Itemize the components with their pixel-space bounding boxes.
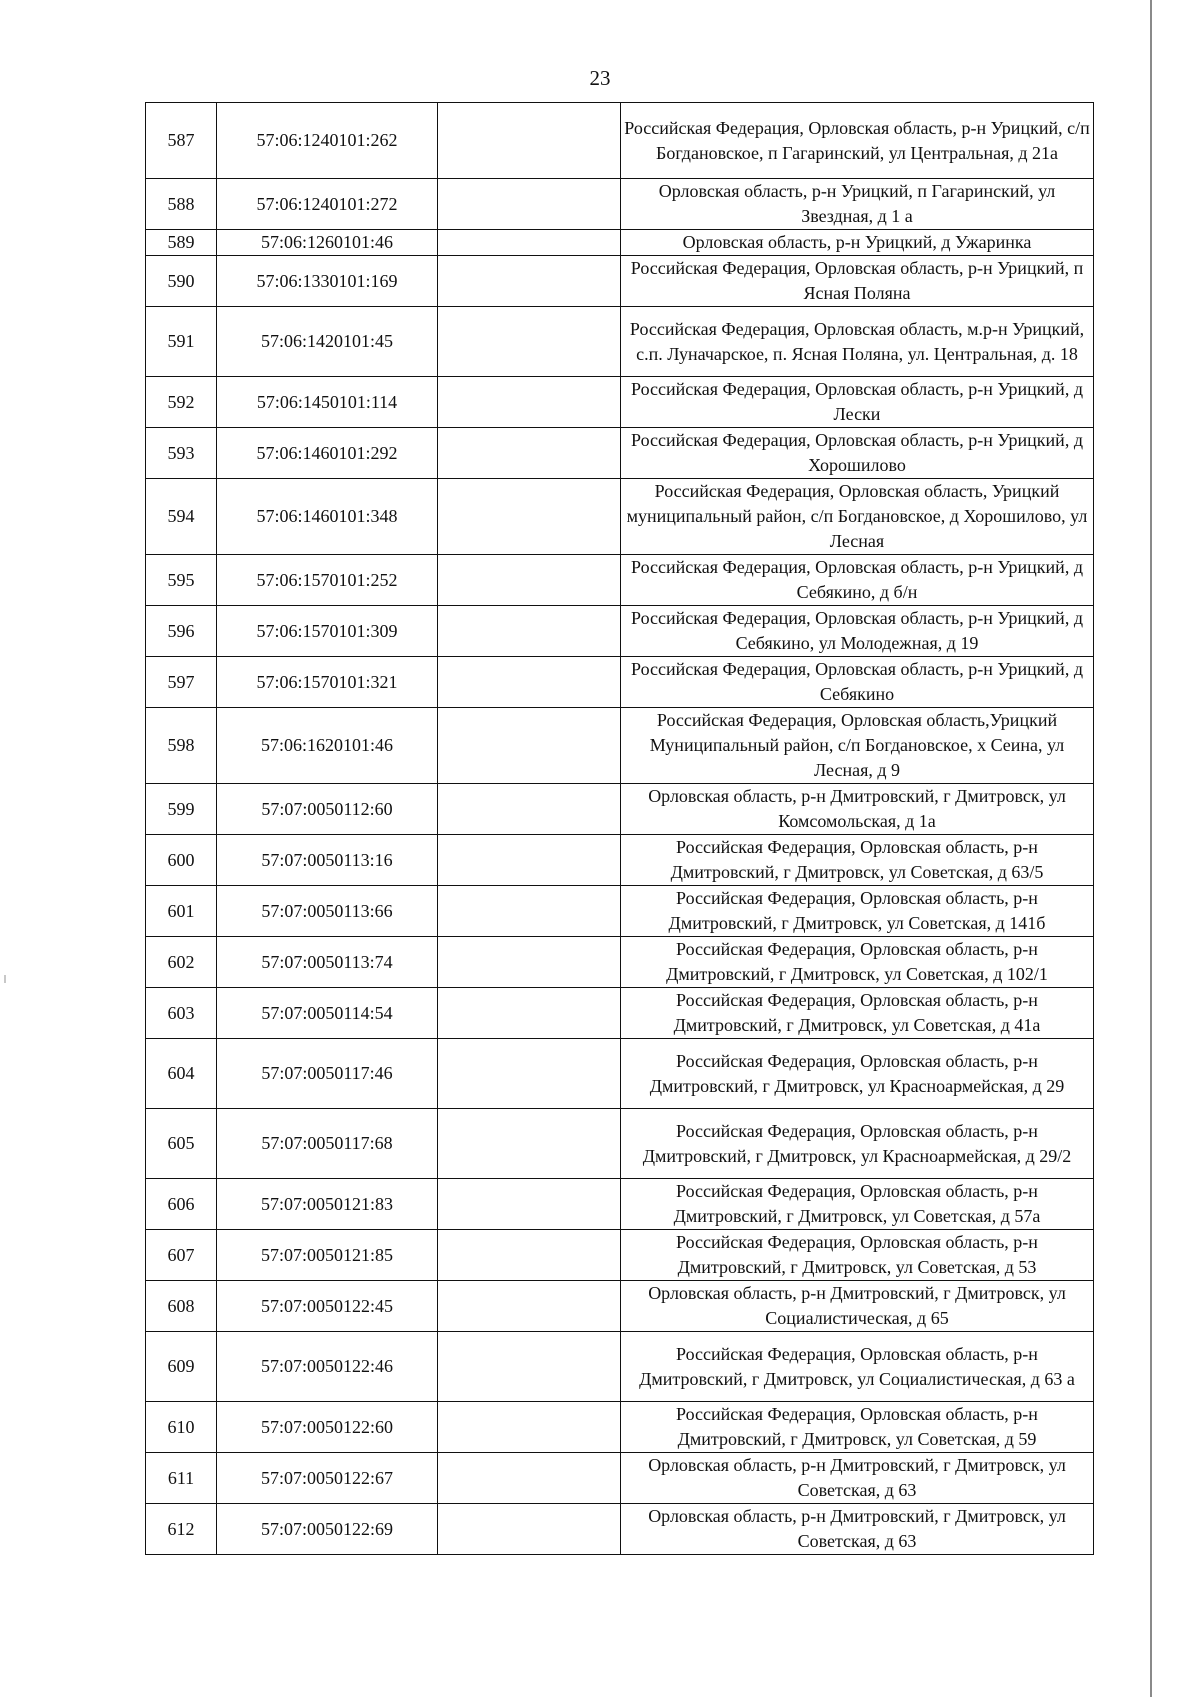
address: Российская Федерация, Орловская область, р-н Урицкий, с/п Богдановское, п Гагаринский, ул Центральная, д 21а: [621, 103, 1094, 179]
cadastral-number: 57:06:1620101:46: [217, 708, 438, 784]
row-number: 593: [146, 428, 217, 479]
address: Российская Федерация, Орловская область, р-н Урицкий, д Себякино, д б/н: [621, 555, 1094, 606]
empty-cell: [438, 1230, 621, 1281]
table-row: [146, 428, 1094, 479]
scan-mark: [4, 975, 6, 983]
row-number: 607: [146, 1230, 217, 1281]
empty-cell: [438, 886, 621, 937]
row-number: 600: [146, 835, 217, 886]
cadastral-number: 57:06:1240101:262: [217, 103, 438, 179]
address: Российская Федерация, Орловская область, р-н Урицкий, п Ясная Поляна: [621, 256, 1094, 307]
empty-cell: [438, 657, 621, 708]
row-number: 597: [146, 657, 217, 708]
cadastral-number: 57:06:1240101:272: [217, 179, 438, 230]
row-number: 609: [146, 1332, 217, 1402]
cadastral-number: 57:07:0050113:16: [217, 835, 438, 886]
empty-cell: [438, 1109, 621, 1179]
table-row: [146, 1179, 1094, 1230]
address: Российская Федерация, Орловская область, р-н Дмитровский, г Дмитровск, ул Красноармейская, д 29/2: [621, 1109, 1094, 1179]
empty-cell: [438, 230, 621, 256]
empty-cell: [438, 1332, 621, 1402]
table-row: [146, 230, 1094, 256]
cadastral-number: 57:06:1460101:292: [217, 428, 438, 479]
address: Российская Федерация, Орловская область,Урицкий Муниципальный район, с/п Богдановское, х Сеина, ул Лесная, д 9: [621, 708, 1094, 784]
empty-cell: [438, 1504, 621, 1555]
address: Российская Федерация, Орловская область, р-н Урицкий, д Хорошилово: [621, 428, 1094, 479]
row-number: 591: [146, 307, 217, 377]
cadastral-number: 57:07:0050122:45: [217, 1281, 438, 1332]
row-number: 611: [146, 1453, 217, 1504]
empty-cell: [438, 1402, 621, 1453]
cadastral-number: 57:06:1260101:46: [217, 230, 438, 256]
table-row: [146, 1332, 1094, 1402]
address: Российская Федерация, Орловская область, р-н Дмитровский, г Дмитровск, ул Советская, д 41а: [621, 988, 1094, 1039]
row-number: 604: [146, 1039, 217, 1109]
table-row: [146, 784, 1094, 835]
row-number: 592: [146, 377, 217, 428]
row-number: 608: [146, 1281, 217, 1332]
property-registry-table: [145, 102, 1094, 1555]
row-number: 595: [146, 555, 217, 606]
cadastral-number: 57:07:0050121:85: [217, 1230, 438, 1281]
row-number: 594: [146, 479, 217, 555]
table-row: [146, 708, 1094, 784]
registry-body: [146, 103, 1094, 1555]
empty-cell: [438, 784, 621, 835]
table-row: [146, 1453, 1094, 1504]
table-row: [146, 937, 1094, 988]
address: Российская Федерация, Орловская область, м.р-н Урицкий, с.п. Луначарское, п. Ясная Поляна, ул. Центральная, д. 18: [621, 307, 1094, 377]
empty-cell: [438, 1179, 621, 1230]
address: Орловская область, р-н Урицкий, д Ужаринка: [621, 230, 1094, 256]
cadastral-number: 57:07:0050117:68: [217, 1109, 438, 1179]
cadastral-number: 57:06:1570101:321: [217, 657, 438, 708]
cadastral-number: 57:06:1460101:348: [217, 479, 438, 555]
address: Российская Федерация, Орловская область, р-н Урицкий, д Себякино, ул Молодежная, д 19: [621, 606, 1094, 657]
empty-cell: [438, 103, 621, 179]
table-row: [146, 1402, 1094, 1453]
table-row: [146, 1281, 1094, 1332]
address: Орловская область, р-н Дмитровский, г Дмитровск, ул Социалистическая, д 65: [621, 1281, 1094, 1332]
empty-cell: [438, 1281, 621, 1332]
empty-cell: [438, 307, 621, 377]
row-number: 598: [146, 708, 217, 784]
cadastral-number: 57:06:1570101:252: [217, 555, 438, 606]
row-number: 596: [146, 606, 217, 657]
cadastral-number: 57:06:1330101:169: [217, 256, 438, 307]
table-row: [146, 1504, 1094, 1555]
address: Российская Федерация, Орловская область, р-н Урицкий, д Себякино: [621, 657, 1094, 708]
address: Орловская область, р-н Дмитровский, г Дмитровск, ул Комсомольская, д 1а: [621, 784, 1094, 835]
row-number: 603: [146, 988, 217, 1039]
table-row: [146, 256, 1094, 307]
row-number: 590: [146, 256, 217, 307]
empty-cell: [438, 256, 621, 307]
address: Орловская область, р-н Дмитровский, г Дмитровск, ул Советская, д 63: [621, 1453, 1094, 1504]
table-row: [146, 988, 1094, 1039]
cadastral-number: 57:07:0050113:66: [217, 886, 438, 937]
empty-cell: [438, 835, 621, 886]
address: Российская Федерация, Орловская область, р-н Дмитровский, г Дмитровск, ул Советская, д 59: [621, 1402, 1094, 1453]
address: Российская Федерация, Орловская область, р-н Дмитровский, г Дмитровск, ул Советская, д 63/5: [621, 835, 1094, 886]
cadastral-number: 57:07:0050122:67: [217, 1453, 438, 1504]
table-row: [146, 886, 1094, 937]
empty-cell: [438, 1453, 621, 1504]
table-row: [146, 103, 1094, 179]
cadastral-number: 57:07:0050122:69: [217, 1504, 438, 1555]
row-number: 587: [146, 103, 217, 179]
table-row: [146, 307, 1094, 377]
cadastral-number: 57:06:1450101:114: [217, 377, 438, 428]
row-number: 602: [146, 937, 217, 988]
cadastral-number: 57:07:0050113:74: [217, 937, 438, 988]
table-row: [146, 606, 1094, 657]
address: Орловская область, р-н Дмитровский, г Дмитровск, ул Советская, д 63: [621, 1504, 1094, 1555]
table-row: [146, 179, 1094, 230]
empty-cell: [438, 479, 621, 555]
cadastral-number: 57:06:1420101:45: [217, 307, 438, 377]
row-number: 601: [146, 886, 217, 937]
table-row: [146, 479, 1094, 555]
empty-cell: [438, 1039, 621, 1109]
cadastral-number: 57:07:0050112:60: [217, 784, 438, 835]
address: Российская Федерация, Орловская область, Урицкий муниципальный район, с/п Богдановское, д Хорошилово, ул Лесная: [621, 479, 1094, 555]
table-row: [146, 377, 1094, 428]
address: Российская Федерация, Орловская область, р-н Урицкий, д Лески: [621, 377, 1094, 428]
cadastral-number: 57:07:0050122:46: [217, 1332, 438, 1402]
cadastral-number: 57:06:1570101:309: [217, 606, 438, 657]
table-row: [146, 1039, 1094, 1109]
address: Российская Федерация, Орловская область, р-н Дмитровский, г Дмитровск, ул Советская, д 57а: [621, 1179, 1094, 1230]
table-row: [146, 1230, 1094, 1281]
cadastral-number: 57:07:0050114:54: [217, 988, 438, 1039]
row-number: 605: [146, 1109, 217, 1179]
row-number: 610: [146, 1402, 217, 1453]
page-edge-rule: [1150, 0, 1152, 1697]
address: Орловская область, р-н Урицкий, п Гагаринский, ул Звездная, д 1 а: [621, 179, 1094, 230]
empty-cell: [438, 988, 621, 1039]
table-row: [146, 835, 1094, 886]
row-number: 589: [146, 230, 217, 256]
empty-cell: [438, 428, 621, 479]
empty-cell: [438, 708, 621, 784]
row-number: 588: [146, 179, 217, 230]
row-number: 606: [146, 1179, 217, 1230]
empty-cell: [438, 377, 621, 428]
address: Российская Федерация, Орловская область, р-н Дмитровский, г Дмитровск, ул Советская, д 102/1: [621, 937, 1094, 988]
empty-cell: [438, 179, 621, 230]
address: Российская Федерация, Орловская область, р-н Дмитровский, г Дмитровск, ул Советская, д 53: [621, 1230, 1094, 1281]
empty-cell: [438, 555, 621, 606]
page-number: 23: [589, 66, 611, 90]
empty-cell: [438, 937, 621, 988]
table-row: [146, 1109, 1094, 1179]
address: Российская Федерация, Орловская область, р-н Дмитровский, г Дмитровск, ул Советская, д 141б: [621, 886, 1094, 937]
address: Российская Федерация, Орловская область, р-н Дмитровский, г Дмитровск, ул Социалистическая, д 63 а: [621, 1332, 1094, 1402]
cadastral-number: 57:07:0050117:46: [217, 1039, 438, 1109]
cadastral-number: 57:07:0050122:60: [217, 1402, 438, 1453]
row-number: 612: [146, 1504, 217, 1555]
table-row: [146, 657, 1094, 708]
row-number: 599: [146, 784, 217, 835]
empty-cell: [438, 606, 621, 657]
address: Российская Федерация, Орловская область, р-н Дмитровский, г Дмитровск, ул Красноармейская, д 29: [621, 1039, 1094, 1109]
cadastral-number: 57:07:0050121:83: [217, 1179, 438, 1230]
table-row: [146, 555, 1094, 606]
